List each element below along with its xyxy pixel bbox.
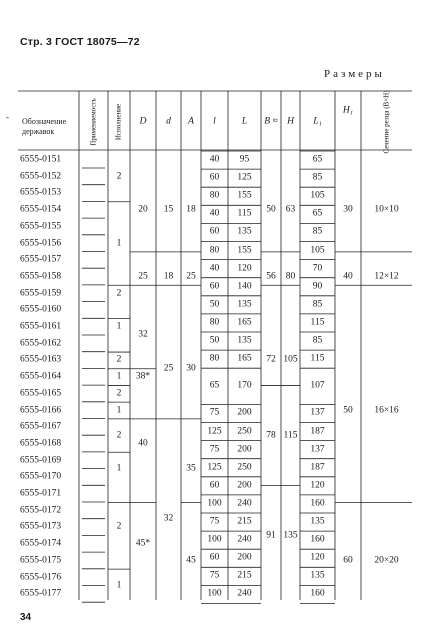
L-cell: 95 (239, 154, 250, 165)
D-cell: 38* (135, 371, 151, 382)
L-cell: 115 (237, 208, 252, 219)
L1-cell: 115 (310, 317, 325, 328)
L1-cell: 90 (312, 280, 323, 291)
version-cell: 1 (116, 371, 122, 382)
L-cell: 165 (237, 317, 252, 328)
l-cell: 65 (209, 380, 220, 391)
designation-cell: 6555-0170 (20, 471, 62, 482)
L1-cell: 115 (310, 353, 325, 364)
l-cell: 40 (209, 262, 220, 273)
L1-cell: 70 (312, 262, 323, 273)
designation-cell: 6555-0163 (20, 354, 62, 365)
designation-cell: 6555-0160 (20, 304, 62, 315)
designation-cell: 6555-0157 (20, 254, 62, 265)
L-cell: 215 (237, 570, 252, 581)
L-cell: 165 (237, 353, 252, 364)
section-cell: 20×20 (374, 555, 399, 566)
L-cell: 200 (237, 480, 252, 491)
L-cell: 250 (237, 461, 252, 472)
designation-cell: 6555-0156 (20, 237, 62, 248)
l-cell: 60 (209, 280, 220, 291)
L1-cell: 160 (310, 498, 325, 509)
L1-cell: 65 (312, 208, 323, 219)
d-cell: 25 (163, 363, 174, 373)
L1-cell: 85 (312, 172, 323, 183)
header-B: B ≈ (264, 116, 278, 127)
L1-cell: 107 (310, 380, 325, 391)
H-cell: 80 (285, 271, 296, 282)
L-cell: 125 (237, 172, 252, 183)
L-cell: 240 (237, 534, 252, 545)
version-cell: 1 (116, 463, 122, 474)
L1-cell: 105 (310, 244, 325, 255)
l-cell: 100 (207, 498, 222, 509)
designation-cell: 6555-0171 (20, 488, 62, 499)
L1-cell: 137 (310, 443, 325, 454)
H-cell: 105 (283, 354, 298, 365)
L-cell: 215 (237, 516, 252, 527)
D-cell: 25 (138, 271, 148, 282)
l-cell: 100 (207, 588, 222, 599)
header-d: d (166, 116, 171, 127)
page-number: 34 (20, 612, 32, 623)
L1-cell: 65 (312, 154, 323, 165)
L1-cell: 135 (310, 516, 325, 527)
L1-cell: 187 (310, 425, 325, 436)
designation-cell: 6555-0173 (20, 521, 62, 532)
l-cell: 60 (209, 226, 220, 237)
version-cell: 2 (116, 170, 122, 181)
version-cell: 2 (116, 354, 122, 365)
designation-cell: 6555-0172 (20, 504, 62, 515)
header-L1: L₁ (313, 116, 322, 127)
version-cell: 2 (116, 287, 122, 298)
designation-cell: 6555-0154 (20, 204, 62, 215)
L-cell: 240 (237, 588, 252, 599)
header-D: D (139, 116, 147, 127)
H-cell: 115 (283, 429, 298, 440)
header-A: A (188, 116, 194, 127)
L-cell: 155 (237, 190, 252, 201)
L1-cell: 160 (310, 588, 325, 599)
B-cell: 78 (266, 429, 276, 440)
l-cell: 50 (209, 335, 220, 346)
L-cell: 135 (237, 335, 252, 346)
L1-cell: 85 (312, 335, 323, 346)
designation-cell: 6555-0153 (20, 187, 62, 198)
B-cell: 91 (266, 530, 276, 540)
A-cell: 18 (186, 204, 196, 215)
header-l: l (213, 116, 216, 127)
A-cell: 25 (186, 271, 196, 282)
header-section: Сечение резца (B×H) (381, 90, 390, 154)
L-cell: 200 (237, 407, 252, 418)
header-H1: H₁ (342, 105, 354, 116)
header-version: Исполнение (114, 103, 123, 141)
version-cell: 2 (116, 521, 122, 532)
l-cell: 75 (209, 407, 220, 418)
designation-cell: 6555-0161 (20, 321, 62, 332)
d-cell: 15 (163, 204, 174, 215)
L-cell: 170 (237, 380, 252, 391)
designation-cell: 6555-0177 (20, 588, 62, 599)
L-cell: 140 (237, 280, 252, 291)
l-cell: 40 (209, 208, 220, 219)
l-cell: 60 (209, 172, 220, 183)
H1-cell: 60 (343, 555, 353, 566)
B-cell: 72 (266, 354, 276, 365)
designation-cell: 6555-0169 (20, 454, 62, 465)
L-cell: 155 (237, 244, 252, 255)
header-designation: Обозначение державок (22, 117, 67, 136)
header-L: L (241, 116, 248, 127)
L-cell: 250 (237, 425, 252, 436)
l-cell: 100 (207, 534, 222, 545)
L1-cell: 85 (312, 226, 323, 237)
l-cell: 80 (209, 353, 220, 364)
H1-cell: 40 (343, 271, 353, 282)
dimensions-caption: Размеры (324, 68, 385, 80)
l-cell: 75 (209, 443, 220, 454)
header-applicability: Применяемость (88, 98, 97, 146)
l-cell: 50 (209, 299, 220, 310)
L1-cell: 120 (310, 480, 325, 491)
B-cell: 50 (266, 204, 276, 215)
version-cell: 1 (116, 404, 122, 415)
H-cell: 135 (283, 530, 298, 540)
designation-cell: 6555-0166 (20, 404, 62, 415)
l-cell: 80 (209, 190, 220, 201)
designation-cell: 6555-0167 (20, 421, 62, 432)
header-H: H (287, 116, 294, 127)
L1-cell: 105 (310, 190, 325, 201)
version-cell: 1 (116, 321, 122, 332)
designation-cell: 6555-0159 (20, 287, 62, 298)
version-cell: 1 (116, 237, 122, 248)
designation-cell: 6555-0152 (20, 170, 62, 181)
A-cell: 45 (186, 555, 196, 566)
L1-cell: 120 (310, 552, 325, 563)
L-cell: 120 (237, 262, 252, 273)
L-cell: 135 (237, 226, 252, 237)
section-cell: 10×10 (374, 204, 399, 215)
designation-cell: 6555-0174 (20, 538, 62, 549)
L-cell: 135 (237, 299, 252, 310)
H1-cell: 50 (343, 404, 353, 415)
margin-dash: - (6, 112, 9, 122)
d-cell: 18 (163, 271, 174, 282)
d-cell: 32 (163, 513, 174, 524)
l-cell: 125 (207, 425, 222, 436)
A-cell: 30 (186, 363, 196, 373)
designation-cell: 6555-0162 (20, 337, 62, 348)
L1-cell: 187 (310, 461, 325, 472)
designation-cell: 6555-0168 (20, 438, 62, 449)
version-cell: 1 (116, 580, 122, 591)
designation-cell: 6555-0165 (20, 388, 62, 399)
D-cell: 45* (135, 538, 151, 549)
designation-cell: 6555-0175 (20, 555, 62, 566)
l-cell: 80 (209, 244, 220, 255)
D-cell: 20 (138, 204, 148, 215)
L-cell: 200 (237, 443, 252, 454)
L1-cell: 137 (310, 407, 325, 418)
section-cell: 16×16 (374, 404, 399, 415)
designation-cell: 6555-0155 (20, 221, 62, 232)
L-cell: 240 (237, 498, 252, 509)
section-cell: 12×12 (374, 271, 399, 282)
D-cell: 32 (138, 329, 148, 340)
page-header: Стр. 3 ГОСТ 18075—72 (20, 36, 140, 48)
A-cell: 35 (186, 463, 196, 474)
l-cell: 75 (209, 570, 220, 581)
L1-cell: 135 (310, 570, 325, 581)
l-cell: 60 (209, 552, 220, 563)
L1-cell: 160 (310, 534, 325, 545)
l-cell: 75 (209, 516, 220, 527)
L1-cell: 85 (312, 299, 323, 310)
D-cell: 40 (138, 438, 148, 449)
l-cell: 80 (209, 317, 220, 328)
B-cell: 56 (266, 271, 276, 282)
l-cell: 125 (207, 461, 222, 472)
designation-cell: 6555-0151 (20, 154, 62, 165)
designation-cell: 6555-0164 (20, 371, 62, 382)
H1-cell: 30 (343, 204, 353, 215)
designation-cell: 6555-0158 (20, 271, 62, 282)
H-cell: 63 (285, 204, 296, 215)
version-cell: 2 (116, 388, 122, 399)
L-cell: 200 (237, 552, 252, 563)
l-cell: 60 (209, 480, 220, 491)
l-cell: 40 (209, 154, 220, 165)
designation-cell: 6555-0176 (20, 571, 62, 582)
version-cell: 2 (116, 429, 122, 440)
